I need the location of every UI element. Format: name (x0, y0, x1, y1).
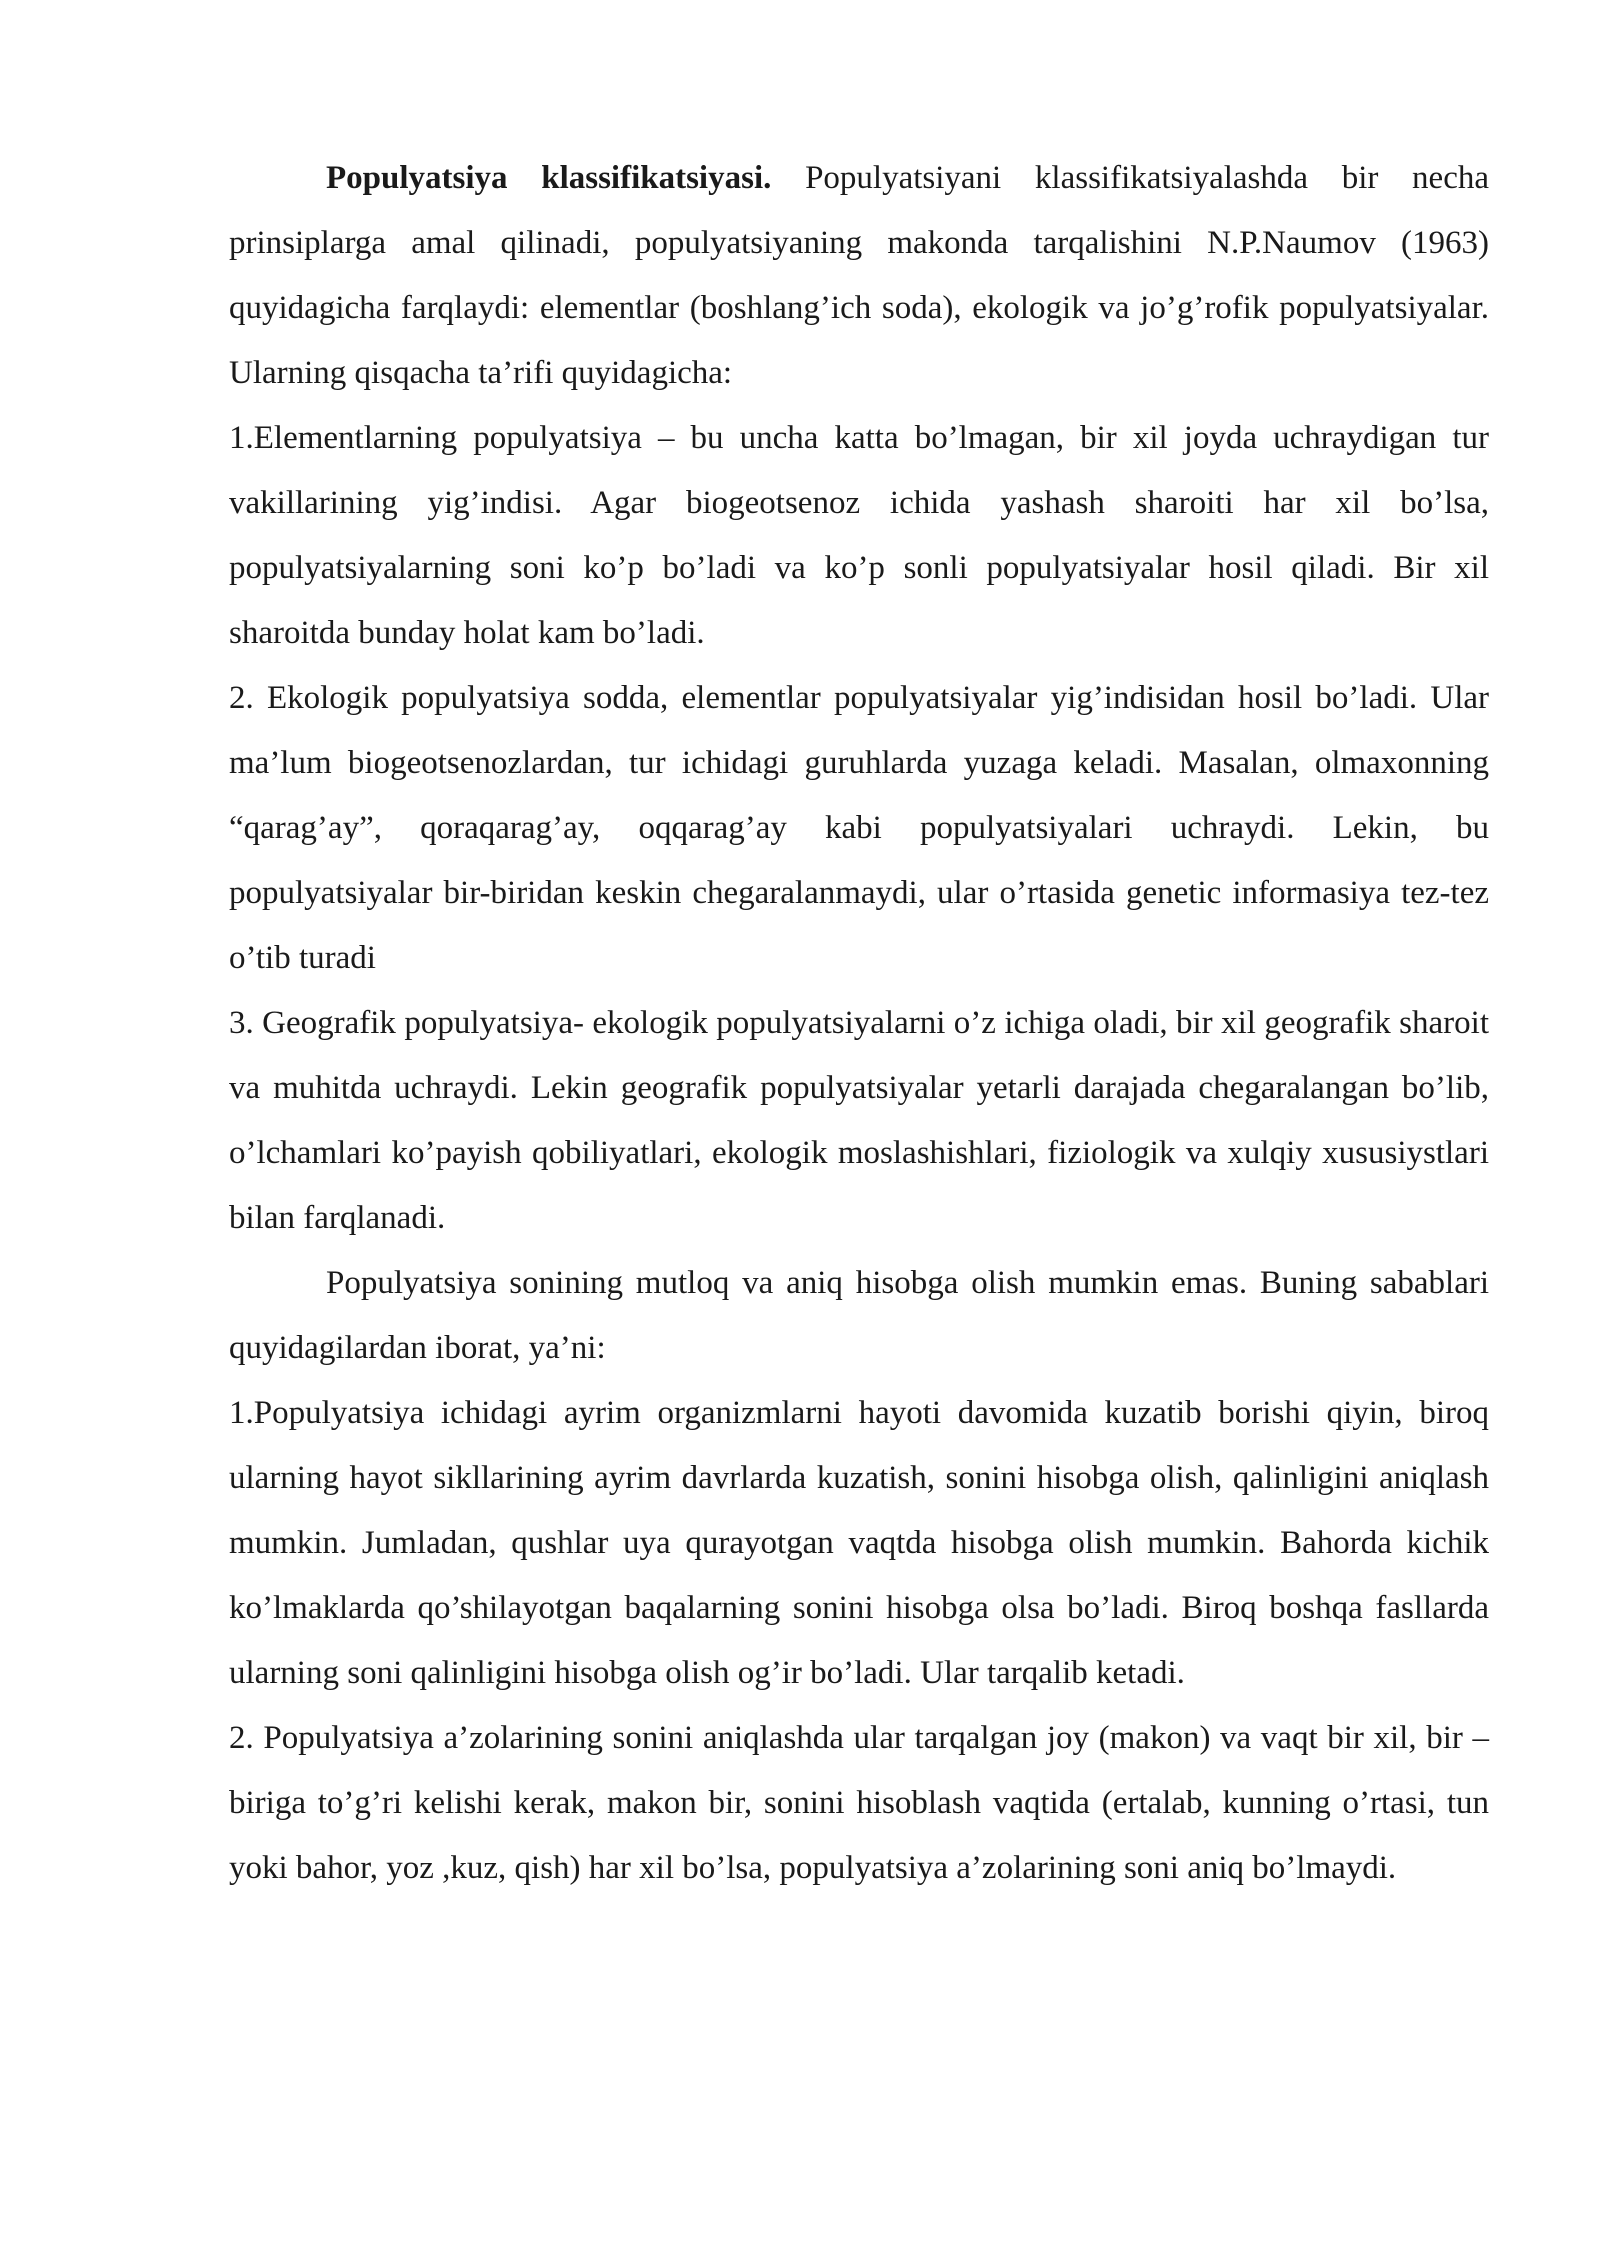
paragraph-text: 1.Elementlarning populyatsiya – bu uncha katta bo’lmagan, bir xil joyda uchraydigan tur vakillarining yig’indisi. Agar biogeotsenoz ichida yashash sharoiti har xil bo’lsa, populyatsiyalarning soni ko’p bo’ladi va ko’p sonli populyatsiyalar hosil qiladi. Bir xil sharoitda bunday holat kam bo’ladi. (229, 420, 1489, 651)
document-body (229, 146, 1489, 1901)
section-heading: Populyatsiya klassifikatsiyasi. (326, 160, 772, 196)
paragraph-text: 2. Populyatsiya a’zolarining sonini aniqlashda ular tarqalgan joy (makon) va vaqt bir xil, bir – biriga to’g’ri kelishi kerak, makon bir, sonini hisoblash vaqtida (ertalab, kunning o’rtasi, tun yoki bahor, yoz ,kuz, qish) har xil bo’lsa, populyatsiya a’zolarining soni aniq bo’lmaydi. (229, 1720, 1489, 1886)
paragraph-text: Populyatsiya sonining mutloq va aniq hisobga olish mumkin emas. Buning sabablari quyidagilardan iborat, ya’ni: (229, 1265, 1489, 1366)
paragraph-elementary-population (229, 406, 1489, 666)
paragraph-classification-intro (229, 146, 1489, 406)
paragraph-ecological-population (229, 666, 1489, 991)
paragraph-text: 2. Ekologik populyatsiya sodda, elementlar populyatsiyalar yig’indisidan hosil bo’ladi. Ular ma’lum biogeotsenozlardan, tur ichidagi guruhlarda yuzaga keladi. Masalan, olmaxonning “qarag’ay”, qoraqarag’ay, oqqarag’ay kabi populyatsiyalari uchraydi. Lekin, bu populyatsiyalar bir-biridan keskin chegaralanmaydi, ular o’rtasida genetic informasiya tez-tez o’tib turadi (229, 680, 1489, 976)
paragraph-text: 3. Geografik populyatsiya- ekologik populyatsiyalarni o’z ichiga oladi, bir xil geografik sharoit va muhitda uchraydi. Lekin geografik populyatsiyalar yetarli darajada chegaralangan bo’lib, o’lchamlari ko’payish qobiliyatlari, ekologik moslashishlari, fiziologik va xulqiy xususiystlari bilan farqlanadi. (229, 1005, 1489, 1236)
paragraph-text: Populyatsiyani klassifikatsiyalashda bir necha prinsiplarga amal qilinadi, populyatsiyaning makonda tarqalishini N.P.Naumov (1963) quyidagicha farqlaydi: elementlar (boshlang’ich soda), ekologik va jo’g’rofik populyatsiyalar. Ularning qisqacha ta’rifi quyidagicha: (229, 160, 1489, 391)
paragraph-text: 1.Populyatsiya ichidagi ayrim organizmlarni hayoti davomida kuzatib borishi qiyin, biroq ularning hayot sikllarining ayrim davrlarda kuzatish, sonini hisobga olish, qalinligini aniqlash mumkin. Jumladan, qushlar uya qurayotgan vaqtda hisobga olish mumkin. Bahorda kichik ko’lmaklarda qo’shilayotgan baqalarning sonini hisobga olsa bo’ladi. Biroq boshqa fasllarda ularning soni qalinligini hisobga olish og’ir bo’ladi. Ular tarqalib ketadi. (229, 1395, 1489, 1691)
paragraph-geographic-population (229, 991, 1489, 1251)
paragraph-counting-reason-1 (229, 1381, 1489, 1706)
paragraph-counting-intro (229, 1251, 1489, 1381)
paragraph-counting-reason-2 (229, 1706, 1489, 1901)
